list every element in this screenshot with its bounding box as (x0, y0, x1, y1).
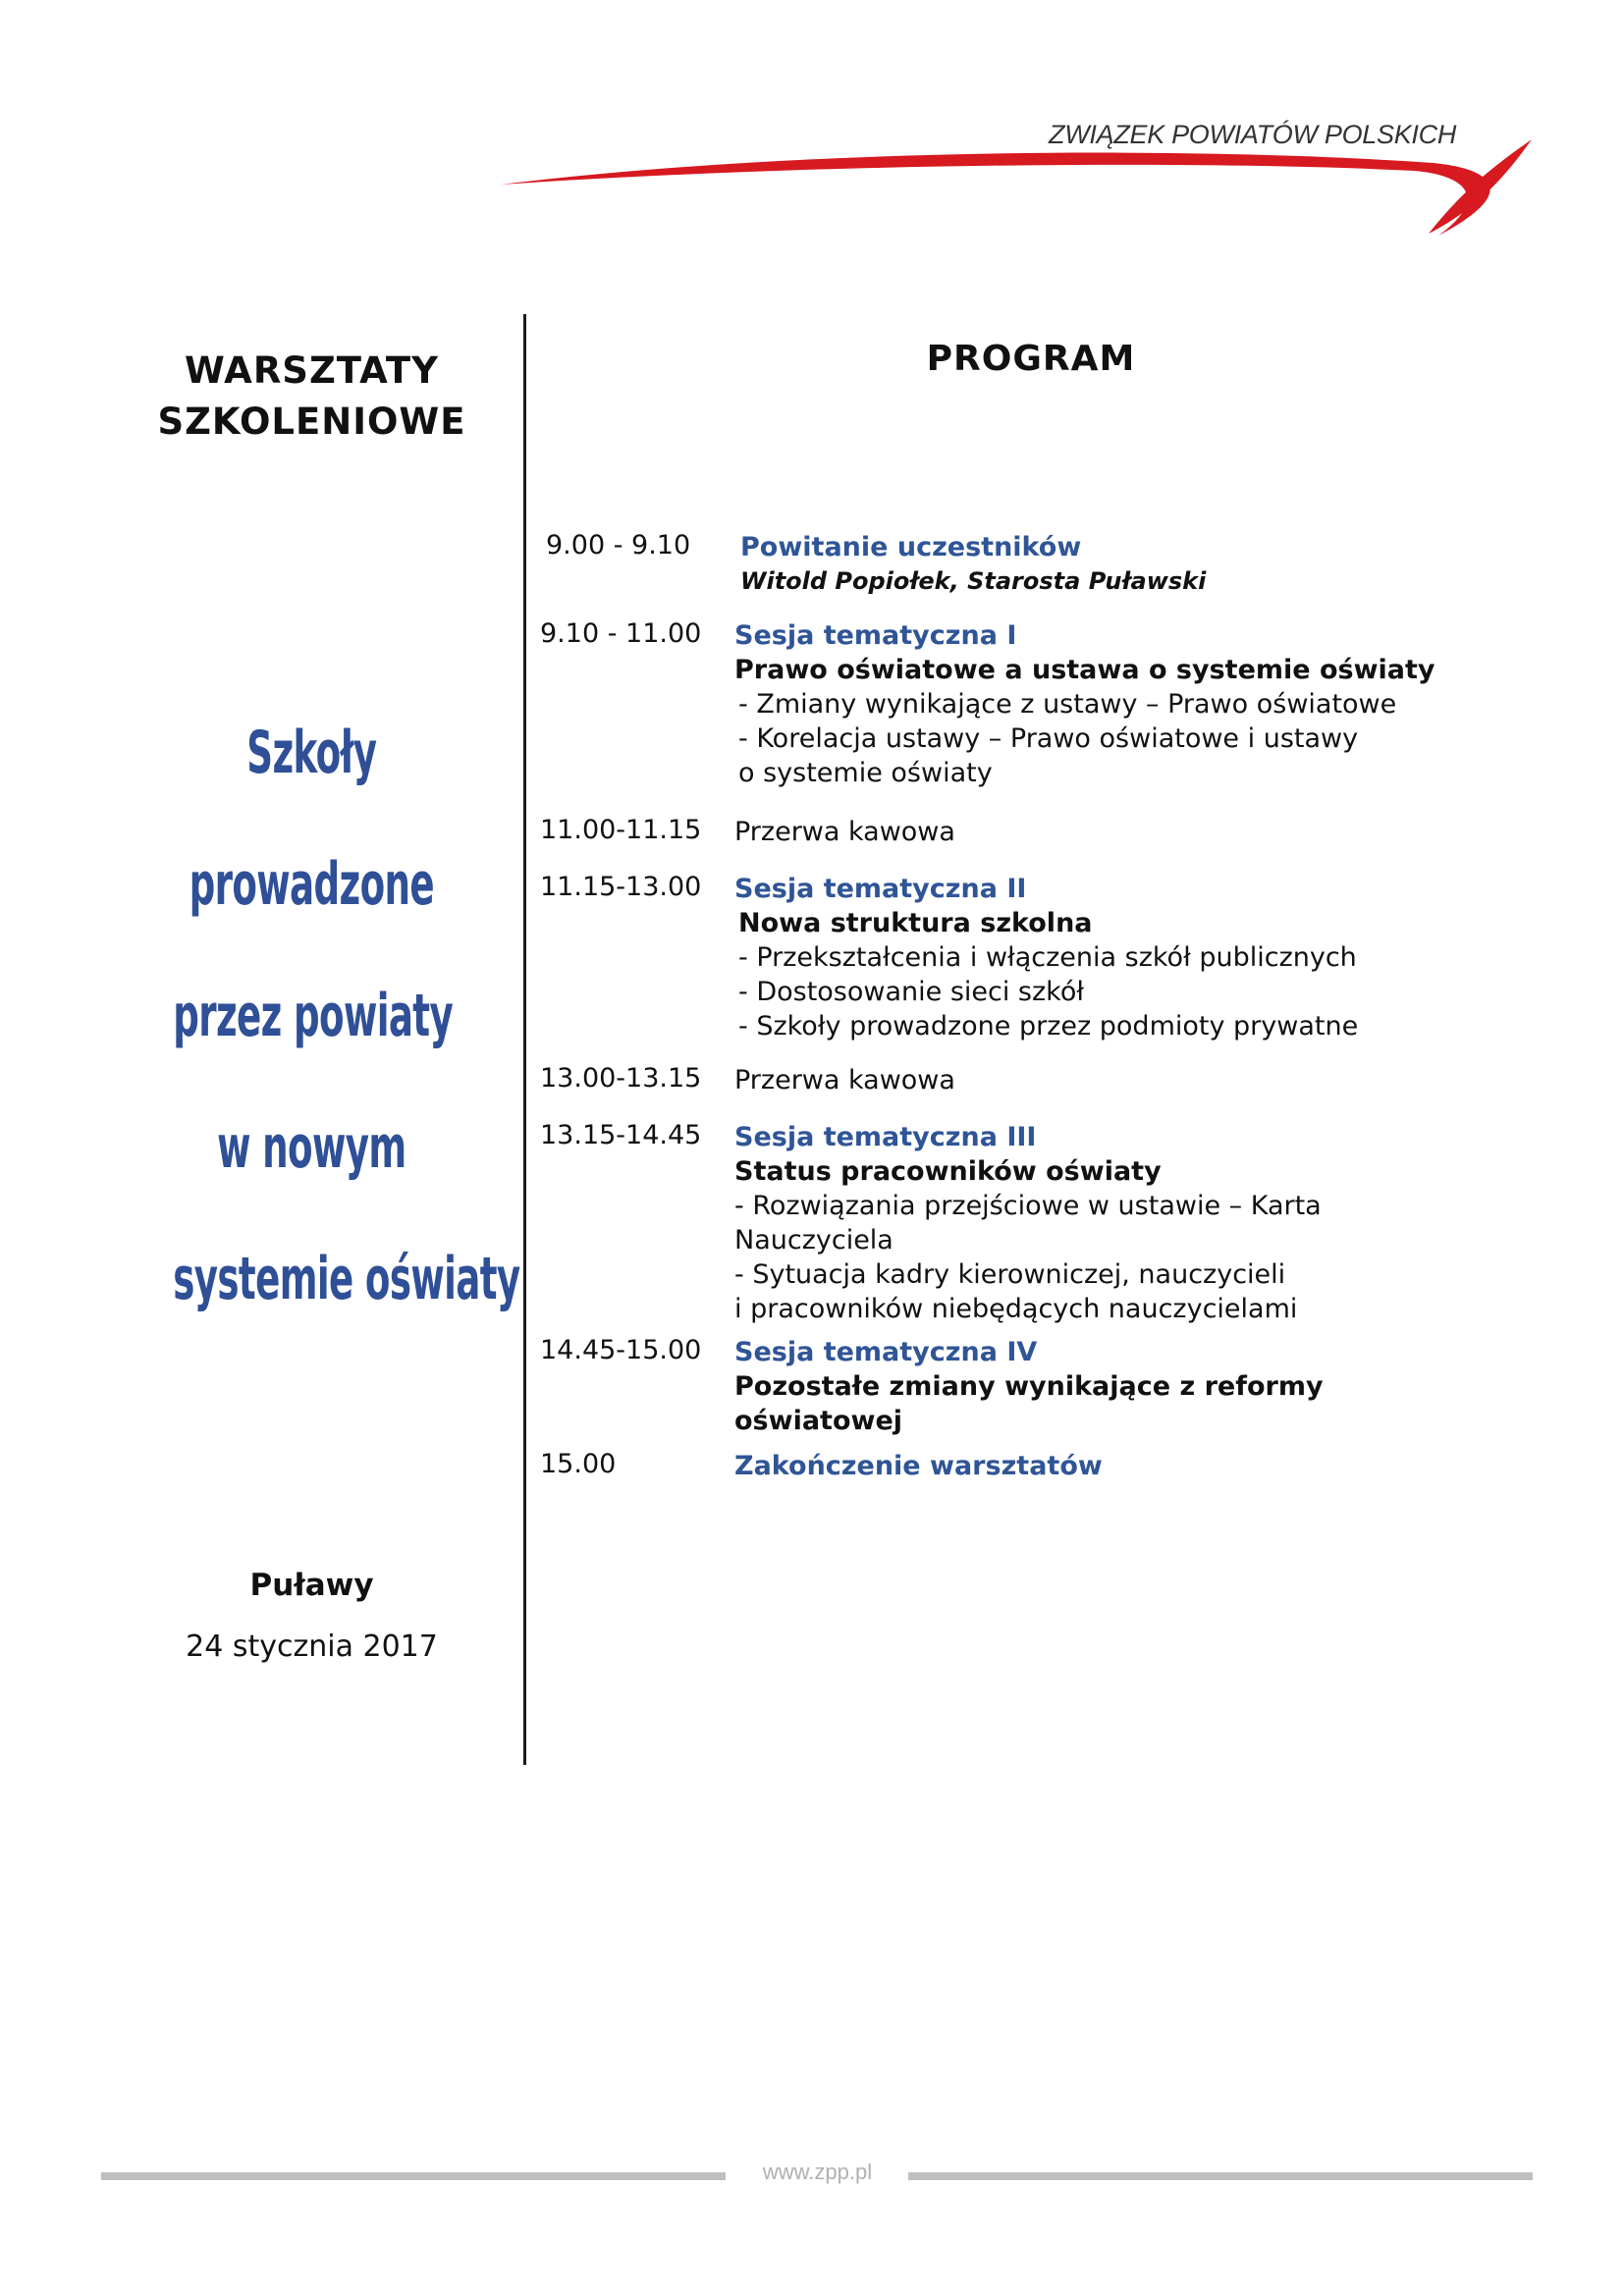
agenda-subtitle: Status pracowników oświaty (734, 1156, 1162, 1187)
agenda-speaker: Witold Popiołek, Starosta Puławski (740, 567, 1207, 595)
agenda-point: - Korelacja ustawy – Prawo oświatowe i ustawy (738, 723, 1359, 754)
agenda-point: - Zmiany wynikające z ustawy – Prawo oświatowe (738, 689, 1397, 720)
agenda-time: 13.15-14.45 (540, 1120, 702, 1150)
agenda-subtitle: Pozostałe zmiany wynikające z reformy (734, 1371, 1324, 1402)
agenda-point: - Dostosowanie sieci szkół (738, 977, 1085, 1007)
theme-line: przez powiaty (173, 982, 454, 1050)
event-city: Puławy (249, 1568, 374, 1603)
footer-rule-right (908, 2172, 1533, 2180)
agenda-subtitle: Prawo oświatowe a ustawa o systemie oświaty (734, 655, 1435, 685)
agenda-title: Powitanie uczestników (740, 532, 1082, 562)
workshop-title-line: SZKOLENIOWE (157, 400, 466, 443)
agenda-point: - Sytuacja kadry kierowniczej, nauczycieli (734, 1259, 1286, 1290)
theme-line: w nowym (217, 1113, 406, 1182)
agenda-time: 9.00 - 9.10 (546, 530, 691, 561)
agenda-subtitle: Nowa struktura szkolna (738, 908, 1093, 938)
footer-rule-left (101, 2172, 726, 2180)
organization-name: ZWIĄZEK POWIATÓW POLSKICH (1049, 120, 1457, 149)
agenda-time: 15.00 (540, 1449, 617, 1479)
theme-line: systemie oświaty (173, 1245, 520, 1313)
agenda-point: - Przekształcenia i włączenia szkół publicznych (738, 942, 1357, 973)
agenda-title: Zakończenie warsztatów (734, 1451, 1103, 1481)
event-date: 24 stycznia 2017 (186, 1629, 438, 1664)
agenda-time: 13.00-13.15 (540, 1063, 702, 1094)
theme-line: Szkoły (246, 719, 377, 787)
agenda-point: - Szkoły prowadzone przez podmioty prywatne (738, 1011, 1359, 1041)
agenda-break: Przerwa kawowa (734, 1065, 955, 1095)
agenda-title: Sesja tematyczna III (734, 1122, 1037, 1152)
agenda-point: o systemie oświaty (738, 758, 993, 788)
agenda-point: Nauczyciela (734, 1225, 893, 1255)
agenda-point: - Rozwiązania przejściowe w ustawie – Karta (734, 1191, 1322, 1221)
program-heading: PROGRAM (926, 339, 1136, 379)
agenda-title: Sesja tematyczna IV (734, 1337, 1038, 1367)
agenda-time: 14.45-15.00 (540, 1335, 702, 1365)
agenda-point: i pracowników niebędących nauczycielami (734, 1294, 1298, 1324)
agenda-time: 9.10 - 11.00 (540, 618, 702, 649)
theme-line: prowadzone (189, 850, 434, 919)
footer-url: www.zpp.pl (762, 2160, 873, 2184)
column-divider (523, 314, 526, 1765)
workshop-title (88, 346, 535, 448)
agenda-subtitle: oświatowej (734, 1406, 903, 1436)
agenda-break: Przerwa kawowa (734, 817, 955, 847)
workshop-theme (173, 687, 520, 1345)
agenda-title: Sesja tematyczna I (734, 620, 1017, 651)
workshop-title-line: WARSZTATY (185, 349, 439, 392)
agenda-time: 11.00-11.15 (540, 815, 702, 845)
agenda-time: 11.15-13.00 (540, 872, 702, 902)
agenda-title: Sesja tematyczna II (734, 874, 1027, 904)
